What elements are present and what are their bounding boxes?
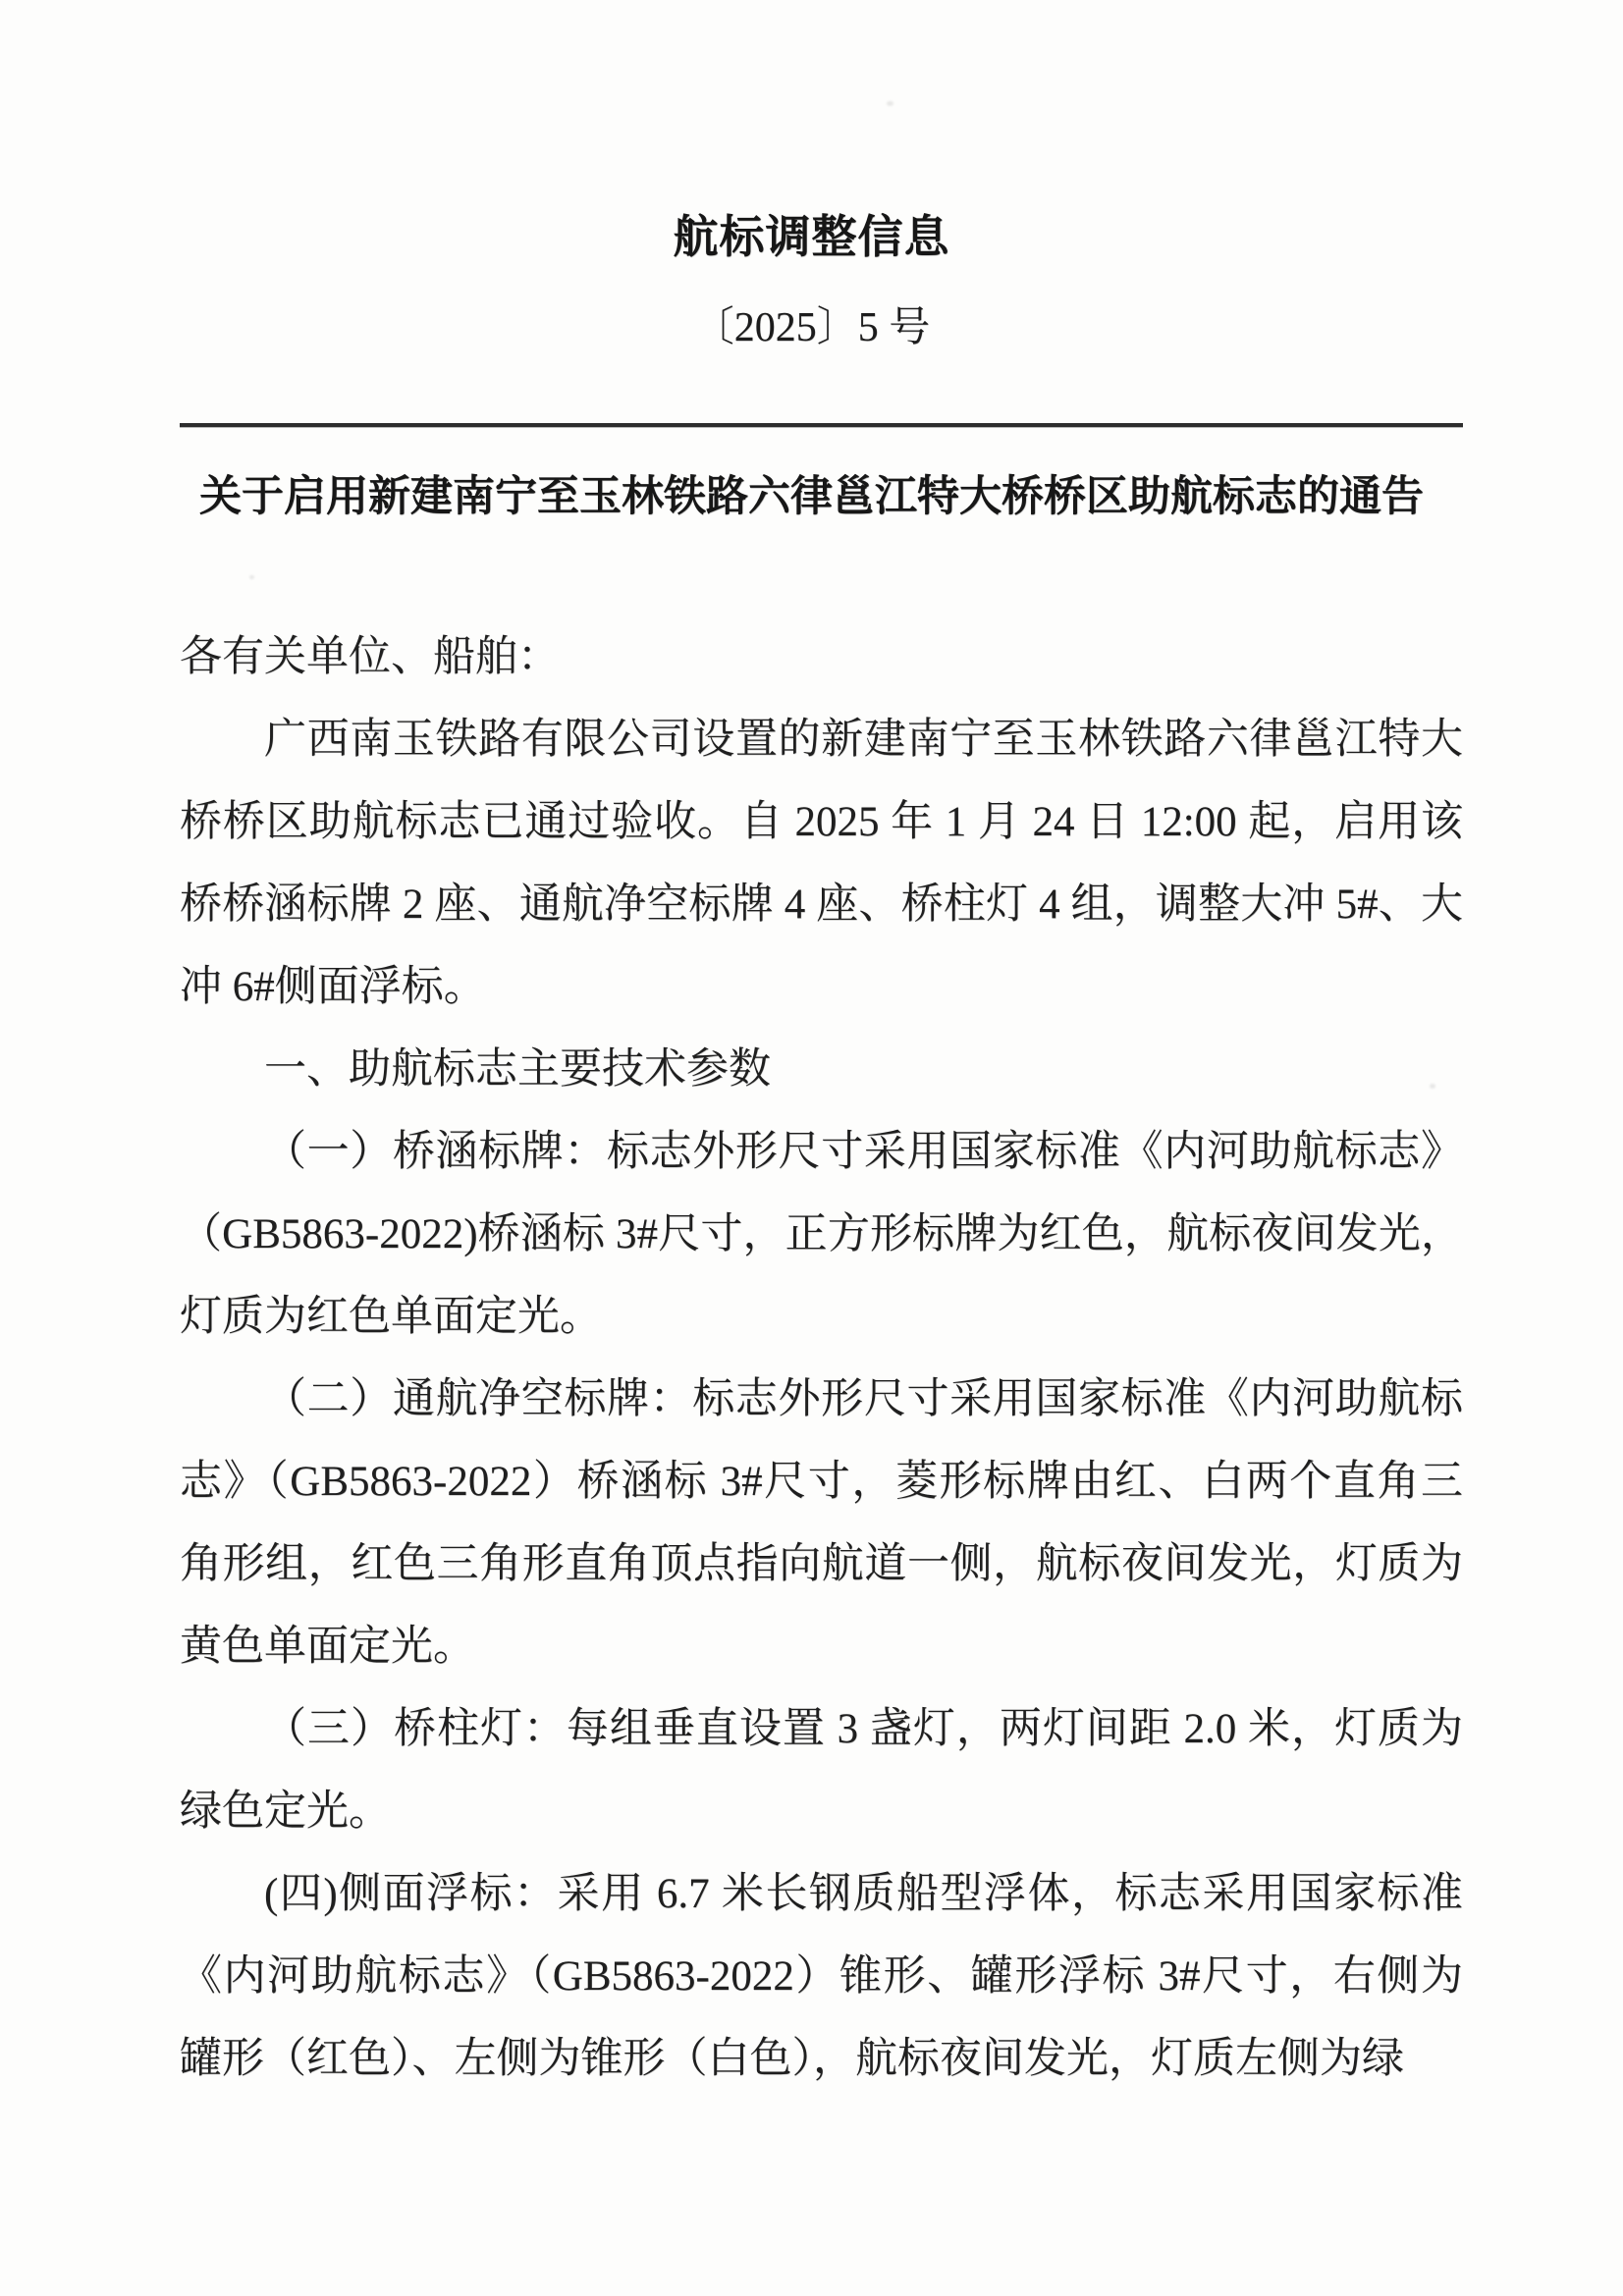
paragraph: (四)侧面浮标：采用 6.7 米长钢质船型浮体，标志采用国家标准《内河助航标志》（GB5863-2022）锥形、罐形浮标 3#尺寸，右侧为罐形（红色）、左侧为锥形（白色），航标夜间发光，灯质左侧为绿 (180, 1871, 1463, 2082)
paragraph: （二）通航净空标牌：标志外形尺寸采用国家标准《内河助航标志》（GB5863-2022）桥涵标 3#尺寸，菱形标牌由红、白两个直角三角形组，红色三角形直角顶点指向航道一侧，航标夜间发光，灯质为黄色单面定光。 (180, 1376, 1463, 1670)
paragraph: 一、助航标志主要技术参数 (264, 1046, 771, 1093)
document-title: 关于启用新建南宁至玉林铁路六律邕江特大桥桥区助航标志的通告 (199, 474, 1424, 520)
scan-artifact-speck (1411, 731, 1419, 736)
scan-artifact-speck (887, 101, 893, 106)
paragraph: （三）桥柱灯：每组垂直设置 3 盏灯，两灯间距 2.0 米，灯质为绿色定光。 (180, 1706, 1463, 1835)
masthead-divider-rule (180, 423, 1463, 427)
document-body (180, 616, 1463, 2101)
body-paragraphs (180, 699, 1463, 2101)
scan-artifact-speck (1430, 1084, 1435, 1089)
paragraph: （一）桥涵标牌：标志外形尺寸采用国家标准《内河助航标志》（GB5863-2022)桥涵标 3#尺寸，正方形标牌为红色，航标夜间发光，灯质为红色单面定光。 (180, 1129, 1463, 1340)
document-number: 〔2025〕5 号 (692, 305, 931, 350)
scan-artifact-speck (249, 575, 254, 579)
salutation: 各有关单位、船舶： (180, 634, 560, 680)
paragraph: 广西南玉铁路有限公司设置的新建南宁至玉林铁路六律邕江特大桥桥区助航标志已通过验收。自 2025 年 1 月 24 日 12:00 起，启用该桥桥涵标牌 2 座、通航净空标牌 4 座、桥柱灯 4 组，调整大冲 5#、大冲 6#侧面浮标。 (180, 717, 1463, 1010)
document-masthead: 航标调整信息 (673, 212, 950, 262)
